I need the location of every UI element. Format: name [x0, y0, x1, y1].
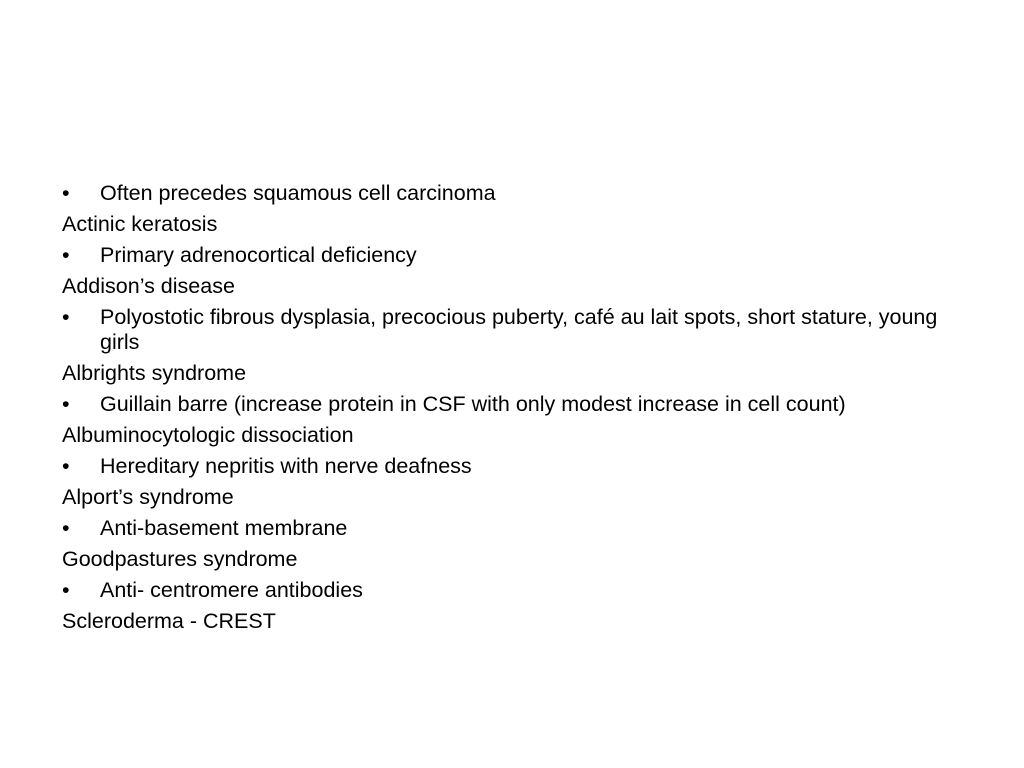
bullet-text: Anti-basement membrane	[100, 515, 348, 540]
answer-line: Alport’s syndrome	[62, 484, 234, 509]
answer-line: Scleroderma - CREST	[62, 608, 276, 633]
answer-line: Albuminocytologic dissociation	[62, 422, 354, 447]
bullet-item	[62, 392, 952, 417]
answer-line: Addison’s disease	[62, 274, 235, 298]
bullet-text: Often precedes squamous cell carcinoma	[100, 181, 496, 205]
bullet-marker: •	[62, 515, 70, 540]
answer-line: Goodpastures syndrome	[62, 546, 298, 571]
bullet-marker: •	[62, 181, 70, 205]
bullet-marker: •	[62, 453, 70, 478]
bullet-text: Polyostotic fibrous dysplasia, precocious puberty, café au lait spots, short stature, young girls	[100, 305, 938, 354]
bullet-item	[62, 243, 952, 268]
bullet-item	[62, 516, 952, 541]
slide-content	[62, 181, 952, 640]
answer-line: Actinic keratosis	[62, 212, 218, 236]
bullet-text: Anti- centromere antibodies	[100, 577, 363, 602]
bullet-text: Hereditary nepritis with nerve deafness	[100, 453, 472, 478]
bullet-item	[62, 181, 952, 206]
answer-line: Albrights syndrome	[62, 360, 247, 385]
bullet-marker: •	[62, 391, 70, 416]
bullet-text: Guillain barre (increase protein in CSF with only modest increase in cell count)	[100, 391, 846, 416]
bullet-item	[62, 454, 952, 479]
bullet-item	[62, 305, 952, 354]
bullet-marker: •	[62, 243, 70, 267]
bullet-marker: •	[62, 577, 70, 602]
bullet-text: Primary adrenocortical deficiency	[100, 243, 417, 267]
bullet-item	[62, 578, 952, 603]
bullet-marker: •	[62, 305, 70, 329]
